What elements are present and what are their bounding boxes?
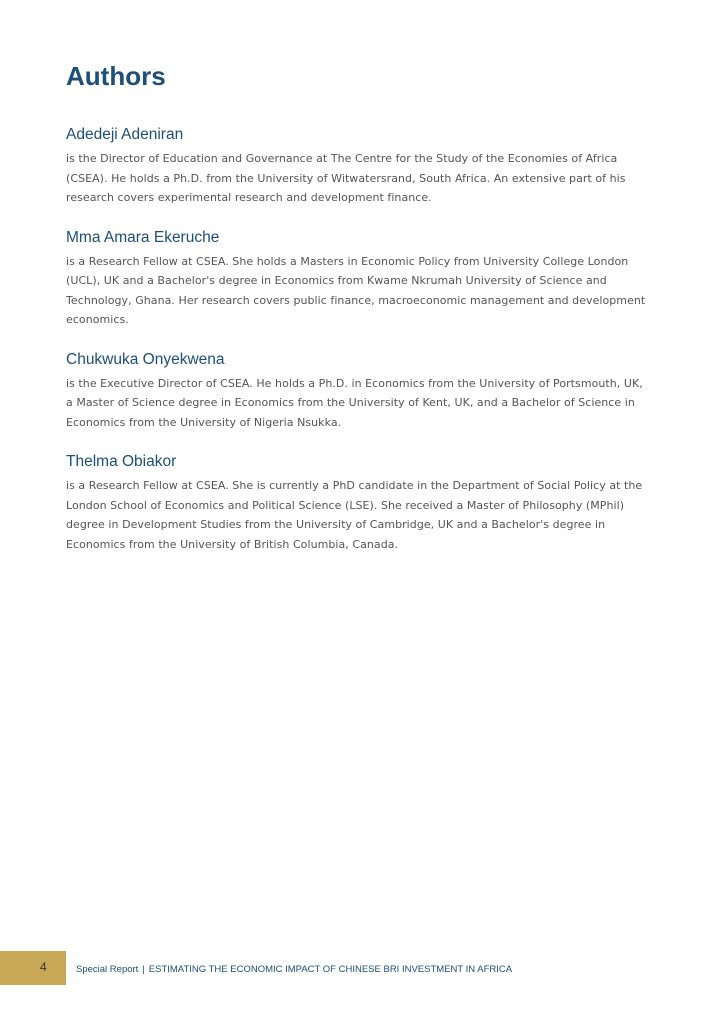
footer-separator: | <box>142 964 145 975</box>
author-bio: is the Director of Education and Governance at The Centre for the Study of the Economies of Africa (CSEA). He holds a Ph.D. from the University of Witwatersrand, South Africa. An extensive part of his research covers experimental research and development finance. <box>66 152 626 204</box>
author-name: Thelma Obiakor <box>66 453 177 470</box>
author-entry <box>66 124 646 208</box>
author-name: Adedeji Adeniran <box>66 126 184 143</box>
author-bio: is a Research Fellow at CSEA. She is currently a PhD candidate in the Department of Social Policy at the London School of Economics and Political Science (LSE). She received a Master of Philosophy (MPhil) degree in Development Studies from the University of Cambridge, UK and a Bachelor's degree in Economics from the University of British Columbia, Canada. <box>66 479 643 551</box>
footer-section-label: Special Report <box>76 964 139 975</box>
page-number: 4 <box>40 960 47 974</box>
page-number-box <box>0 951 66 985</box>
author-bio: is a Research Fellow at CSEA. She holds a Masters in Economic Policy from University College London (UCL), UK and a Bachelor's degree in Economics from Kwame Nkrumah University of Science and Technology, Ghana. Her research covers public finance, macroeconomic management and development economics. <box>66 254 646 326</box>
page-title: Authors <box>66 61 166 91</box>
author-entry <box>66 451 646 554</box>
authors-list <box>66 124 646 573</box>
author-name: Chukwuka Onyekwena <box>66 350 225 368</box>
footer-running-title <box>76 964 512 976</box>
author-entry <box>66 227 646 330</box>
author-entry <box>66 349 646 433</box>
author-bio: is the Executive Director of CSEA. He holds a Ph.D. in Economics from the University of Portsmouth, UK, a Master of Science degree in Economics from the University of Kent, UK, and a Bachelor of Science in Economics from the University of Nigeria Nsukka. <box>66 376 643 429</box>
footer-report-title: ESTIMATING THE ECONOMIC IMPACT OF CHINESE BRI INVESTMENT IN AFRICA <box>148 964 513 975</box>
author-name: Mma Amara Ekeruche <box>66 228 220 246</box>
page-footer <box>0 951 724 985</box>
